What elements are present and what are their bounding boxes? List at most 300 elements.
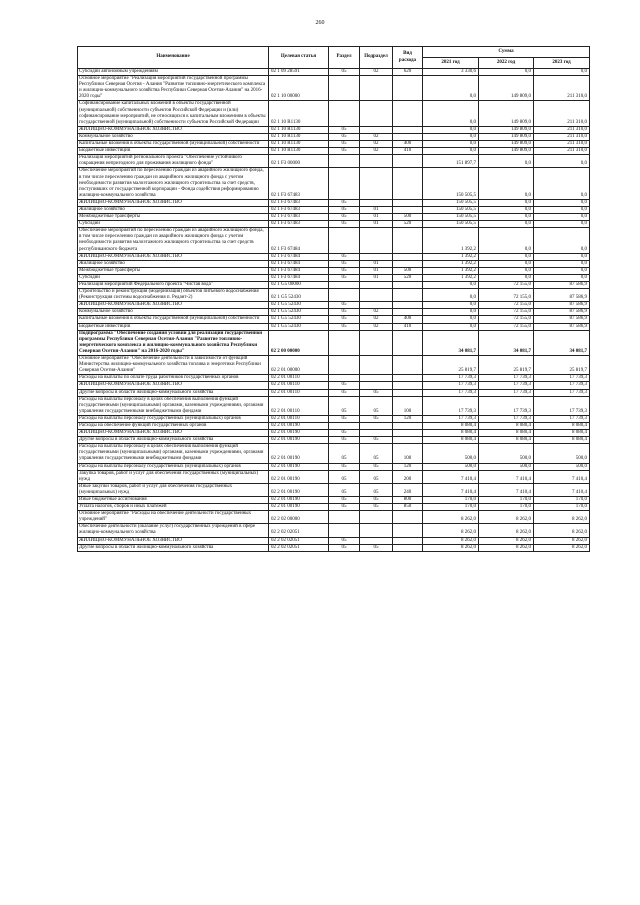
- row-sum-2022: 17 739,3: [479, 375, 534, 382]
- row-name: Иные закупки товаров, работ и услуг для обеспечения государственных (муниципальных) нужд: [78, 483, 269, 496]
- row-section: 05: [329, 382, 360, 389]
- row-kind: [393, 356, 423, 375]
- row-target-code: 02 2 02 02051: [269, 544, 329, 551]
- row-sum-2021: 8 080,4: [423, 422, 479, 429]
- row-section: [329, 289, 360, 302]
- row-section: 05: [329, 430, 360, 437]
- table-row: [78, 316, 590, 323]
- row-target-code: 02 1 G5 52430: [269, 302, 329, 309]
- table-row: [78, 470, 590, 483]
- row-kind: [393, 524, 423, 537]
- row-subsection: 05: [360, 444, 393, 463]
- row-name: Реализация мероприятий регионального проекта "Обеспечение устойчивого сокращения непригодного для проживания жилищного фонда": [78, 155, 269, 168]
- row-section: 05: [329, 126, 360, 133]
- row-sum-2021: 150 505,5: [423, 221, 479, 228]
- row-subsection: [360, 101, 393, 126]
- row-sum-2023: 8 262,0: [534, 524, 590, 537]
- row-name: ЖИЛИЩНО-КОММУНАЛЬНОЕ ХОЗЯЙСТВО: [78, 253, 269, 260]
- row-sum-2022: 0,0: [479, 214, 534, 221]
- row-name: Расходы на выплаты персоналу государственных (муниципальных) органов: [78, 463, 269, 470]
- row-sum-2023: 87 586,9: [534, 302, 590, 309]
- row-target-code: 02 2 02 02051: [269, 537, 329, 544]
- row-sum-2022: 72 155,0: [479, 302, 534, 309]
- row-target-code: 02 2 01 00190: [269, 497, 329, 504]
- row-name: Коммунальное хозяйство: [78, 133, 269, 140]
- row-section: 05: [329, 537, 360, 544]
- row-sum-2021: 170,0: [423, 497, 479, 504]
- row-target-code: 02 1 F3 67484: [269, 274, 329, 281]
- table-row: [78, 168, 590, 199]
- row-sum-2023: 8 080,4: [534, 422, 590, 429]
- row-kind: 410: [393, 148, 423, 155]
- row-kind: 410: [393, 323, 423, 330]
- row-target-code: 02 1 F3 67483: [269, 214, 329, 221]
- row-sum-2021: 0,0: [423, 101, 479, 126]
- row-name: Расходы на выплаты персоналу государственных (муниципальных) органов: [78, 415, 269, 422]
- row-sum-2023: 25 819,7: [534, 356, 590, 375]
- row-target-code: 02 1 G5 52430: [269, 316, 329, 323]
- row-sum-2022: 17 739,3: [479, 382, 534, 389]
- header-section: Раздел: [329, 47, 360, 69]
- row-sum-2022: 7 410,4: [479, 483, 534, 496]
- row-name: Жилищное хозяйство: [78, 206, 269, 213]
- row-name: Субсидии: [78, 274, 269, 281]
- table-row: [78, 389, 590, 396]
- budget-table-container: [77, 46, 589, 552]
- header-subsection: Подраздел: [360, 47, 393, 69]
- row-name: Другие вопросы в области жилищно-коммунального хозяйства: [78, 389, 269, 396]
- row-target-code: 02 2 01 00190: [269, 422, 329, 429]
- row-target-code: 02 2 01 00000: [269, 356, 329, 375]
- row-kind: [393, 544, 423, 551]
- row-subsection: 01: [360, 214, 393, 221]
- row-name: Подпрограмма "Обеспечение создания условий для реализации государственной программы Республики Северная Осетия-Алания "Развитие топливно-энергетического комплекса и жилищно-коммунального хозяйства Республики Северная Осетия-Алания" на 2016-2020 годы": [78, 330, 269, 355]
- row-sum-2022: 8 262,0: [479, 544, 534, 551]
- row-kind: 400: [393, 141, 423, 148]
- row-target-code: 02 1 F3 67483: [269, 206, 329, 213]
- row-name: Обеспечение деятельности (оказание услуг) государственных учреждений в сфере жилищно-коммунального хозяйства: [78, 524, 269, 537]
- row-target-code: 02 1 F3 67484: [269, 253, 329, 260]
- row-section: 05: [329, 221, 360, 228]
- row-kind: 100: [393, 444, 423, 463]
- header-target: Целевая статья: [269, 47, 329, 69]
- row-sum-2021: 17 739,3: [423, 375, 479, 382]
- row-sum-2023: 0,0: [534, 228, 590, 253]
- row-subsection: 05: [360, 483, 393, 496]
- row-subsection: [360, 76, 393, 101]
- row-target-code: 02 1 G5 00000: [269, 282, 329, 289]
- row-section: [329, 228, 360, 253]
- row-target-code: 02 2 00 00000: [269, 330, 329, 355]
- row-kind: [393, 126, 423, 133]
- row-sum-2023: 8 080,4: [534, 430, 590, 437]
- row-section: 05: [329, 463, 360, 470]
- row-kind: [393, 389, 423, 396]
- row-sum-2022: 0,0: [479, 206, 534, 213]
- row-sum-2023: 8 080,4: [534, 437, 590, 444]
- row-name: Расходы на обеспечение функций государственных органов: [78, 422, 269, 429]
- row-sum-2022: 17 739,3: [479, 396, 534, 415]
- row-section: [329, 76, 360, 101]
- row-target-code: 02 1 10 R1130: [269, 126, 329, 133]
- table-row: [78, 101, 590, 126]
- row-kind: 500: [393, 267, 423, 274]
- table-row: [78, 524, 590, 537]
- table-row: [78, 537, 590, 544]
- row-sum-2021: 17 739,3: [423, 382, 479, 389]
- row-sum-2023: 211 310,0: [534, 101, 590, 126]
- row-target-code: 02 2 01 00190: [269, 463, 329, 470]
- table-row: [78, 260, 590, 267]
- row-name: Строительство и реконструкция (модернизация) объектов питьевого водоснабжения (Реконструкция системы водоснабжения п. Редант-2): [78, 289, 269, 302]
- row-sum-2021: 0,0: [423, 309, 479, 316]
- row-sum-2022: 7 410,4: [479, 470, 534, 483]
- row-name: ЖИЛИЩНО-КОММУНАЛЬНОЕ ХОЗЯЙСТВО: [78, 199, 269, 206]
- row-sum-2023: 7 410,4: [534, 470, 590, 483]
- row-target-code: 02 1 F3 67484: [269, 260, 329, 267]
- row-target-code: 02 1 10 R1130: [269, 148, 329, 155]
- table-row: [78, 289, 590, 302]
- row-subsection: [360, 126, 393, 133]
- table-row: [78, 483, 590, 496]
- row-sum-2023: 8 262,0: [534, 544, 590, 551]
- table-row: [78, 382, 590, 389]
- row-sum-2022: 500,0: [479, 444, 534, 463]
- row-target-code: 02 2 01 00110: [269, 389, 329, 396]
- row-sum-2022: 149 809,0: [479, 76, 534, 101]
- row-sum-2023: 8 262,0: [534, 537, 590, 544]
- row-subsection: 05: [360, 415, 393, 422]
- row-name: ЖИЛИЩНО-КОММУНАЛЬНОЕ ХОЗЯЙСТВО: [78, 302, 269, 309]
- row-kind: [393, 260, 423, 267]
- row-name: Обеспечение мероприятий по переселению граждан из аварийного жилищного фонда, в том числе переселению граждан из аварийного жилищного фонда с учетом необходимости развития малоэтажного жилищного строительства за счет средств республиканского бюджета: [78, 228, 269, 253]
- row-section: 05: [329, 323, 360, 330]
- table-row: [78, 497, 590, 504]
- row-kind: [393, 302, 423, 309]
- row-name: Реализация мероприятий Федерального проекта "Чистая вода": [78, 282, 269, 289]
- row-sum-2022: 0,0: [479, 274, 534, 281]
- row-sum-2021: 500,0: [423, 463, 479, 470]
- row-sum-2023: 211 310,0: [534, 133, 590, 140]
- row-kind: 240: [393, 483, 423, 496]
- row-name: Основное мероприятие "Реализация мероприятий государственной программы Республики Северная Осетия - Алания "Развитие топливно-энергетического комплекса и жилищно-коммунального хозяйства Республики Северная Осетия-Алания" на 2016-2020 годы": [78, 76, 269, 101]
- row-sum-2022: 8 080,4: [479, 422, 534, 429]
- row-sum-2022: 0,0: [479, 221, 534, 228]
- row-kind: 850: [393, 504, 423, 511]
- row-sum-2023: 87 586,9: [534, 289, 590, 302]
- row-sum-2021: 0,0: [423, 323, 479, 330]
- row-name: Другие вопросы в области жилищно-коммунального хозяйства: [78, 544, 269, 551]
- table-row: [78, 126, 590, 133]
- row-kind: 100: [393, 396, 423, 415]
- row-kind: 200: [393, 470, 423, 483]
- table-row: [78, 356, 590, 375]
- row-kind: [393, 422, 423, 429]
- row-name: Закупка товаров, работ и услуг для обеспечения государственных (муниципальных) нужд: [78, 470, 269, 483]
- row-sum-2022: 149 809,0: [479, 133, 534, 140]
- row-target-code: 02 1 10 R1130: [269, 133, 329, 140]
- row-target-code: 02 2 02 02051: [269, 524, 329, 537]
- table-body: [78, 69, 590, 552]
- table-row: [78, 323, 590, 330]
- row-target-code: 02 1 F3 00000: [269, 155, 329, 168]
- table-row: [78, 415, 590, 422]
- row-name: Бюджетные инвестиции: [78, 323, 269, 330]
- row-target-code: 02 1 G5 52430: [269, 323, 329, 330]
- row-name: Межбюджетные трансферты: [78, 267, 269, 274]
- row-subsection: 02: [360, 133, 393, 140]
- table-row: [78, 544, 590, 551]
- row-sum-2022: 0,0: [479, 267, 534, 274]
- row-subsection: 05: [360, 504, 393, 511]
- row-sum-2023: 211 310,0: [534, 126, 590, 133]
- row-subsection: 05: [360, 437, 393, 444]
- table-row: [78, 504, 590, 511]
- row-section: 05: [329, 497, 360, 504]
- row-target-code: 02 1 F3 67483: [269, 221, 329, 228]
- table-row: [78, 422, 590, 429]
- row-sum-2023: 34 081,7: [534, 330, 590, 355]
- row-sum-2021: 17 739,3: [423, 396, 479, 415]
- row-name: Капитальные вложения в объекты государственной (муниципальной) собственности: [78, 141, 269, 148]
- row-target-code: 02 2 01 00190: [269, 437, 329, 444]
- row-sum-2021: 151 897,7: [423, 155, 479, 168]
- row-sum-2022: 149 809,0: [479, 148, 534, 155]
- header-2022: 2022 год: [479, 58, 534, 69]
- row-subsection: [360, 282, 393, 289]
- row-section: 05: [329, 389, 360, 396]
- row-subsection: 05: [360, 396, 393, 415]
- row-sum-2023: 87 586,9: [534, 316, 590, 323]
- row-sum-2021: 3 330,6: [423, 69, 479, 76]
- row-kind: [393, 375, 423, 382]
- row-kind: [393, 537, 423, 544]
- row-name: Софинансирование капитальных вложений в объекты государственной (муниципальной) собственности субъектов Российской Федерации и (или) софинансирование мероприятий, не относящихся к капитальным вложениям в объекты государственной (муниципальной) собственности субъектов Российской Федерации: [78, 101, 269, 126]
- table-row: [78, 302, 590, 309]
- row-subsection: [360, 289, 393, 302]
- row-kind: 120: [393, 463, 423, 470]
- row-name: Расходы на выплаты персоналу в целях обеспечения выполнения функций государственными (муниципальными) органами, казенными учреждениями, органами управления государственными внебюджетными фондами: [78, 444, 269, 463]
- row-sum-2021: 0,0: [423, 76, 479, 101]
- table-row: [78, 148, 590, 155]
- row-target-code: 02 2 01 00190: [269, 504, 329, 511]
- header-sum: Сумма: [423, 47, 590, 58]
- row-subsection: 01: [360, 274, 393, 281]
- table-row: [78, 214, 590, 221]
- row-kind: [393, 430, 423, 437]
- row-sum-2022: 8 262,0: [479, 511, 534, 524]
- row-section: 05: [329, 267, 360, 274]
- row-name: Субсидии: [78, 221, 269, 228]
- table-row: [78, 396, 590, 415]
- row-target-code: 02 2 01 00190: [269, 444, 329, 463]
- row-subsection: 05: [360, 497, 393, 504]
- row-subsection: [360, 375, 393, 382]
- row-target-code: 02 2 01 00190: [269, 470, 329, 483]
- table-row: [78, 206, 590, 213]
- table-row: [78, 133, 590, 140]
- page-number: 260: [315, 20, 325, 26]
- row-target-code: 02 1 F3 67483: [269, 199, 329, 206]
- row-name: Жилищное хозяйство: [78, 260, 269, 267]
- row-target-code: 02 2 01 00190: [269, 430, 329, 437]
- row-sum-2021: 500,0: [423, 444, 479, 463]
- row-section: [329, 375, 360, 382]
- row-sum-2022: 25 819,7: [479, 356, 534, 375]
- header-kind: Вид расхода: [393, 47, 423, 69]
- budget-table: [77, 46, 590, 552]
- row-subsection: 05: [360, 470, 393, 483]
- row-sum-2021: 8 080,4: [423, 437, 479, 444]
- row-sum-2022: 0,0: [479, 260, 534, 267]
- row-sum-2023: 211 310,0: [534, 148, 590, 155]
- row-name: Субсидии автономным учреждениям: [78, 69, 269, 76]
- row-sum-2021: 8 262,0: [423, 524, 479, 537]
- row-sum-2022: 17 739,3: [479, 415, 534, 422]
- row-sum-2023: 87 586,9: [534, 309, 590, 316]
- row-subsection: 02: [360, 316, 393, 323]
- row-sum-2022: 8 080,4: [479, 430, 534, 437]
- row-subsection: 01: [360, 260, 393, 267]
- row-name: Другие вопросы в области жилищно-коммунального хозяйства: [78, 437, 269, 444]
- row-sum-2021: 17 739,3: [423, 389, 479, 396]
- row-sum-2022: 8 262,0: [479, 524, 534, 537]
- row-section: 05: [329, 206, 360, 213]
- row-name: Коммунальное хозяйство: [78, 309, 269, 316]
- row-sum-2021: 0,0: [423, 133, 479, 140]
- row-kind: [393, 206, 423, 213]
- row-sum-2023: 0,0: [534, 155, 590, 168]
- row-kind: [393, 282, 423, 289]
- row-subsection: 05: [360, 544, 393, 551]
- row-section: 05: [329, 253, 360, 260]
- row-subsection: 02: [360, 141, 393, 148]
- row-section: [329, 524, 360, 537]
- row-subsection: [360, 511, 393, 524]
- row-subsection: [360, 253, 393, 260]
- row-kind: [393, 101, 423, 126]
- table-row: [78, 141, 590, 148]
- row-sum-2021: 0,0: [423, 126, 479, 133]
- row-target-code: 02 2 01 00190: [269, 483, 329, 496]
- row-name: Бюджетные инвестиции: [78, 148, 269, 155]
- row-section: [329, 101, 360, 126]
- row-subsection: [360, 537, 393, 544]
- row-section: 05: [329, 504, 360, 511]
- row-sum-2021: 8 262,0: [423, 537, 479, 544]
- row-sum-2021: 0,0: [423, 302, 479, 309]
- row-section: 05: [329, 309, 360, 316]
- row-section: [329, 356, 360, 375]
- row-sum-2023: 0,0: [534, 199, 590, 206]
- row-subsection: 02: [360, 69, 393, 76]
- row-sum-2023: 17 739,3: [534, 375, 590, 382]
- row-target-code: 02 2 01 00110: [269, 375, 329, 382]
- row-sum-2021: 150 505,5: [423, 168, 479, 199]
- row-name: ЖИЛИЩНО-КОММУНАЛЬНОЕ ХОЗЯЙСТВО: [78, 537, 269, 544]
- row-sum-2023: 0,0: [534, 206, 590, 213]
- table-row: [78, 228, 590, 253]
- row-sum-2022: 0,0: [479, 228, 534, 253]
- row-subsection: 05: [360, 389, 393, 396]
- row-target-code: 02 1 F3 67483: [269, 168, 329, 199]
- row-sum-2023: 0,0: [534, 214, 590, 221]
- row-sum-2022: 170,0: [479, 497, 534, 504]
- row-sum-2021: 150 505,5: [423, 214, 479, 221]
- table-row: [78, 463, 590, 470]
- row-kind: [393, 133, 423, 140]
- table-row: [78, 199, 590, 206]
- row-section: 05: [329, 415, 360, 422]
- row-sum-2023: 0,0: [534, 69, 590, 76]
- row-subsection: 01: [360, 267, 393, 274]
- row-sum-2022: 72 155,0: [479, 282, 534, 289]
- row-target-code: 02 1 G5 52430: [269, 309, 329, 316]
- row-sum-2021: 1 392,2: [423, 267, 479, 274]
- row-target-code: 02 1 F3 67484: [269, 228, 329, 253]
- row-sum-2023: 0,0: [534, 168, 590, 199]
- row-section: 05: [329, 141, 360, 148]
- row-subsection: 01: [360, 206, 393, 213]
- row-name: Межбюджетные трансферты: [78, 214, 269, 221]
- row-sum-2023: 7 410,4: [534, 483, 590, 496]
- row-section: [329, 282, 360, 289]
- row-section: 05: [329, 483, 360, 496]
- row-sum-2021: 0,0: [423, 141, 479, 148]
- row-target-code: 02 2 01 00110: [269, 382, 329, 389]
- row-sum-2021: 150 505,5: [423, 206, 479, 213]
- row-sum-2021: 8 262,0: [423, 544, 479, 551]
- row-name: Основное мероприятие "Расходы на обеспечение деятельности государственных учреждений": [78, 511, 269, 524]
- row-sum-2021: 0,0: [423, 282, 479, 289]
- table-header: [78, 47, 590, 69]
- table-row: [78, 76, 590, 101]
- row-sum-2021: 25 819,7: [423, 356, 479, 375]
- row-section: 05: [329, 316, 360, 323]
- row-kind: [393, 253, 423, 260]
- table-row: [78, 430, 590, 437]
- row-sum-2022: 0,0: [479, 199, 534, 206]
- table-row: [78, 309, 590, 316]
- row-target-code: 02 1 F3 67484: [269, 267, 329, 274]
- row-sum-2021: 1 392,2: [423, 274, 479, 281]
- row-sum-2021: 0,0: [423, 316, 479, 323]
- row-section: 05: [329, 148, 360, 155]
- row-subsection: [360, 228, 393, 253]
- row-sum-2021: 8 080,4: [423, 430, 479, 437]
- row-sum-2023: 8 262,0: [534, 511, 590, 524]
- row-kind: [393, 382, 423, 389]
- table-row: [78, 511, 590, 524]
- row-target-code: 02 1 10 00000: [269, 76, 329, 101]
- row-section: [329, 422, 360, 429]
- row-name: Иные бюджетные ассигнования: [78, 497, 269, 504]
- row-name: ЖИЛИЩНО-КОММУНАЛЬНОЕ ХОЗЯЙСТВО: [78, 382, 269, 389]
- table-row: [78, 267, 590, 274]
- row-subsection: [360, 302, 393, 309]
- table-row: [78, 155, 590, 168]
- row-sum-2021: 17 739,3: [423, 415, 479, 422]
- row-sum-2023: 500,0: [534, 444, 590, 463]
- row-sum-2023: 0,0: [534, 260, 590, 267]
- row-sum-2023: 87 586,9: [534, 282, 590, 289]
- row-kind: [393, 330, 423, 355]
- row-kind: 400: [393, 316, 423, 323]
- table-row: [78, 330, 590, 355]
- row-name: Капитальные вложения в объекты государственной (муниципальной) собственности: [78, 316, 269, 323]
- row-name: Обеспечение мероприятий по переселению граждан из аварийного жилищного фонда, в том числе переселению граждан из аварийного жилищного фонда с учетом необходимости развития малоэтажного жилищного строительства за счет средств, поступивших от государственной корпорации - Фонда содействия реформированию жилищно-коммунального хозяйства: [78, 168, 269, 199]
- row-section: [329, 168, 360, 199]
